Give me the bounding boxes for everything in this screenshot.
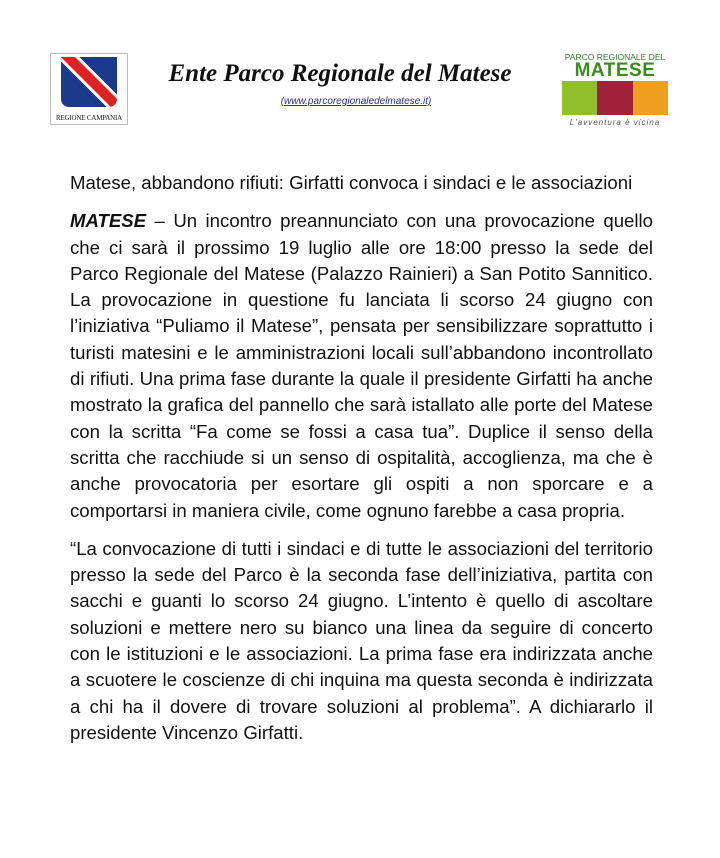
logo-line2: MATESE (574, 60, 656, 81)
regione-campania-logo (50, 53, 128, 125)
paragraph-2: “La convocazione di tutti i sindaci e di tutte le associazioni del territorio presso la sede del Parco è la seconda fase dell’iniziativa, partita con sacchi e guanti lo scorso 24 giugno. L’intento è quello di ascoltare soluzioni e mettere nero su bianco una linea da seguire di concerto con le istituzioni e le associazioni. La prima fase era indirizzata anche a scuotere le coscienze di chi inquina ma questa seconda è indirizzata a chi ha il dovere di trovare soluzioni al problema”. A dichiararlo il presidente Vincenzo Girfatti. (70, 537, 653, 743)
letterhead (0, 50, 720, 130)
logo-tiles (562, 81, 668, 115)
website-link[interactable]: (www.parcoregionaledelmatese.it) (280, 96, 432, 107)
lizard-tile-icon (633, 81, 668, 115)
paragraph-1 (70, 208, 653, 524)
tower-tile-icon (597, 81, 632, 115)
campania-shield-icon (61, 57, 117, 107)
paragraph-1-text: – Un incontro preannunciato con una provocazione quello che ci sarà il prossimo 19 luglio alle ore 18:00 presso la sede del Parco Regionale del Matese (Palazzo Rainieri) a San Potito Sannitico. La provocazione in questione fu lanciata li scorso 24 giugno con l’iniziativa “Puliamo il Matese”, pensata per sensibilizzare soprattutto i turisti matesini e le amministrazioni locali sull’abbandono incontrollato di rifiuti. Una prima fase durante la quale il presidente Girfatti ha anche mostrato la grafica del pannello che sarà istallato alle porte del Matese con la scritta “Fa come se fossi a casa tua”. Duplice il senso della scritta che racchiude si un senso di ospitalità, accoglienza, ma che è anche provocatoria per esortare gli ospiti a non sporcare e a comportarsi in maniera civile, come ognuno farebbe a casa propria. (70, 210, 653, 521)
letterhead-title: Ente Parco Regionale del Matese (168, 60, 512, 87)
logo-line1: PARCO REGIONALE DEL (564, 52, 666, 62)
regione-campania-label: REGIONE CAMPANIA (56, 114, 122, 122)
parco-matese-logo (558, 52, 672, 128)
headline: Matese, abbandono rifiuti: Girfatti convoca i sindaci e le associazioni (70, 172, 633, 193)
tree-tile-icon (562, 81, 597, 115)
logo-tagline: L'avventura è vicina (569, 118, 661, 127)
dateline: MATESE (70, 210, 147, 232)
article (70, 170, 653, 758)
